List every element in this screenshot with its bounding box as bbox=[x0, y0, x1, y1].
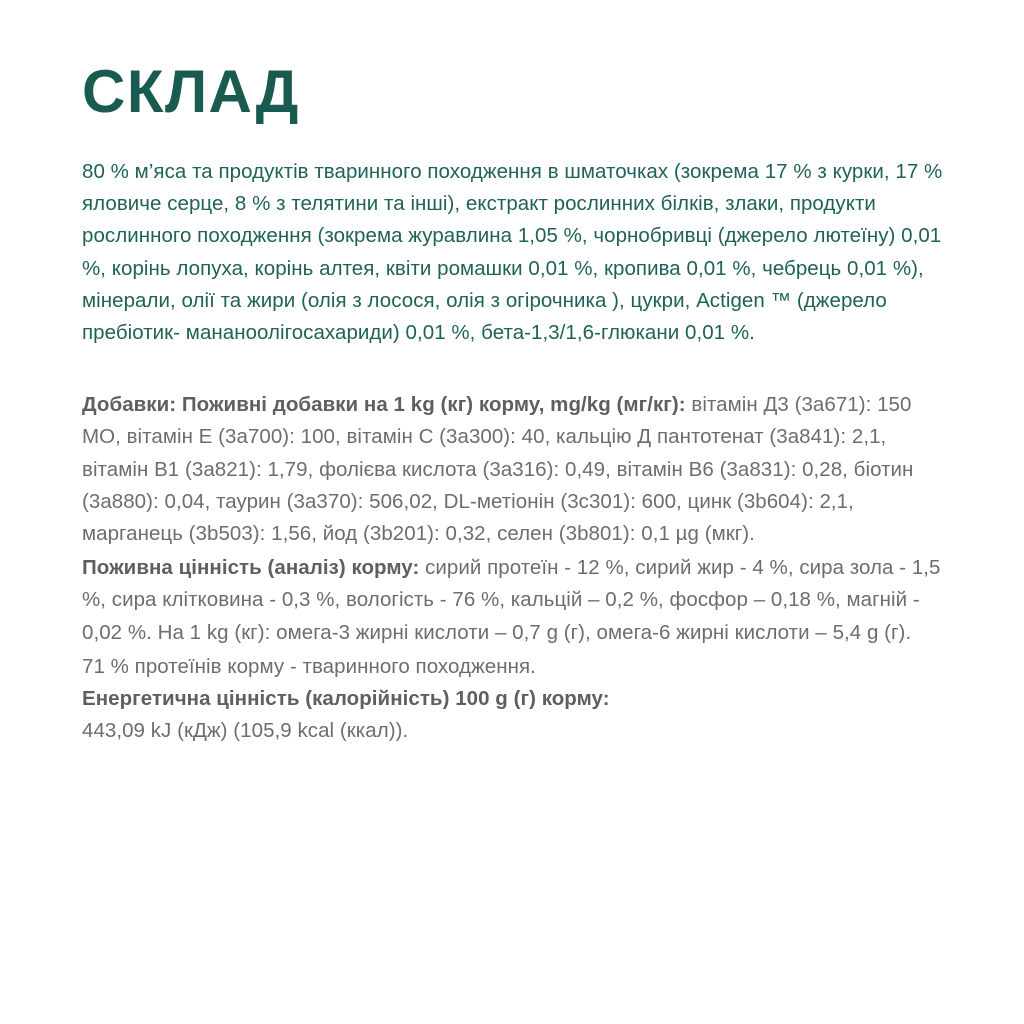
energy-paragraph bbox=[82, 683, 956, 715]
ingredients-paragraph: 80 % м’яса та продуктів тваринного походження в шматочках (зокрема 17 % з курки, 17 % яловиче серце, 8 % з телятини та інші), екстракт рослинних білків, злаки, продукти рослинного походження (зокрема журавлина 1,05 %, чорнобривці (джерело лютеїну) 0,01 %, корінь лопуха, корінь алтея, квіти ромашки 0,01 %, кропива 0,01 %, чебрець 0,01 %), мінерали, олії та жири (олія з лосося, олія з огірочника ), цукри, Actigen ™ (джерело пребіотик- мананоолігосахариди) 0,01 %, бета-1,3/1,6-глюкани 0,01 %. bbox=[82, 160, 943, 345]
energy-label: Енергетична цінність (калорійність) 100 g (г) корму: bbox=[82, 687, 610, 711]
protein-origin-note: 71 % протеїнів корму - тваринного походження. bbox=[82, 654, 536, 678]
additives-paragraph bbox=[82, 389, 956, 550]
nutrition-label: Поживна цінність (аналіз) корму: bbox=[82, 556, 420, 580]
analysis-section bbox=[82, 389, 956, 747]
nutrition-value: сирий протеїн - 12 %, сирий жир - 4 %, сира зола - 1,5 %, сира клітковина - 0,3 %, вологість - 76 %, кальцій – 0,2 %, фосфор – 0,18 %, магній - 0,02 %. На 1 kg (кг): омега-3 жирні кислоти – 0,7 g (г), омега-6 жирні кислоти – 5,4 g (г). bbox=[82, 556, 941, 644]
energy-value: 443,09 kJ (кДж) (105,9 kcal (ккал)). bbox=[82, 719, 409, 743]
nutrition-paragraph bbox=[82, 552, 956, 649]
page-title: СКЛАД bbox=[82, 58, 300, 125]
additives-label: Добавки: Поживні добавки на 1 kg (кг) корму, mg/kg (мг/кг): bbox=[82, 393, 686, 417]
additives-value: вітамін Д3 (3а671): 150 МО, вітамін Е (3а700): 100, вітамін С (3а300): 40, кальцію Д пантотенат (3а841): 2,1, вітамін В1 (3а821): 1,79, фолієва кислота (3а316): 0,49, вітамін В6 (3а831): 0,28, біотин (3а880): 0,04, таурин (3а370): 506,02, DL-метіонін (3с301): 600, цинк (3b604): 2,1, марганець (3b503): 1,56, йод (3b201): 0,32, селен (3b801): 0,1 µg (мкг). bbox=[82, 393, 914, 546]
